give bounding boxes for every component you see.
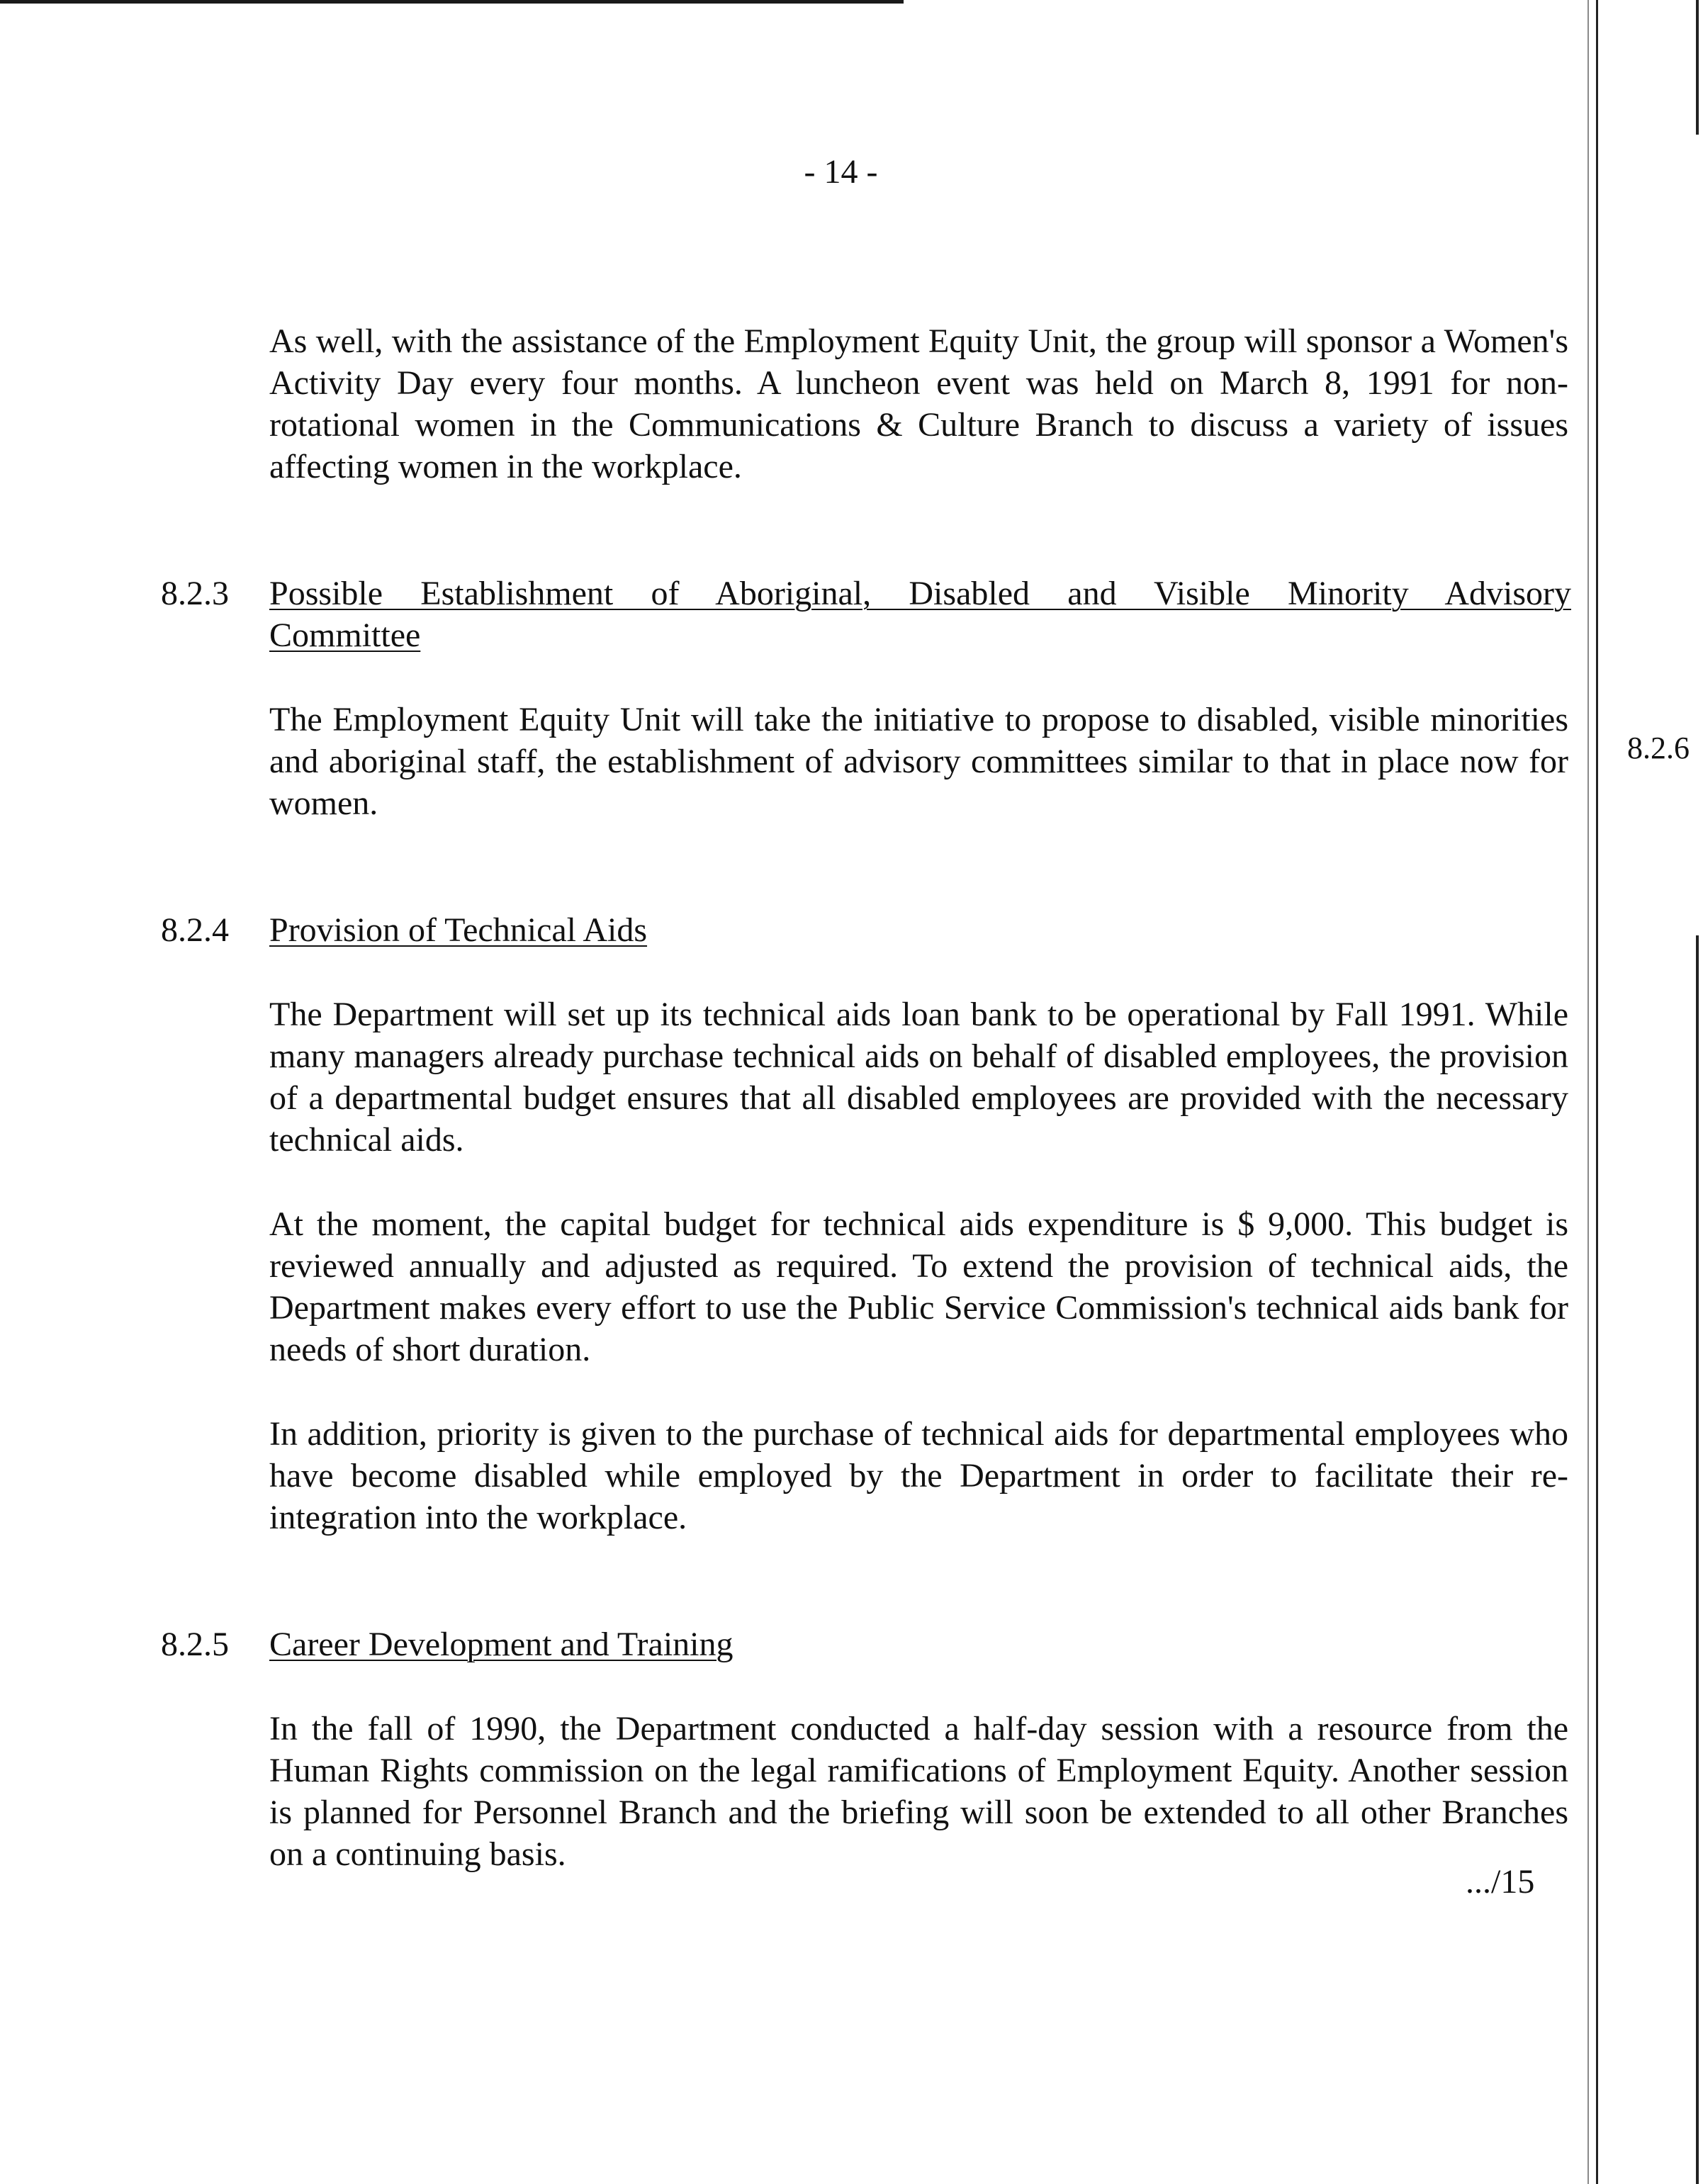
section-title-line2: Committee [269, 617, 421, 654]
page-edge-line [1696, 0, 1699, 135]
section-number: 8.2.3 [161, 575, 229, 612]
section-paragraph: In addition, priority is given to the purchase of technical aids for departmental employees who have become disabled while employed by the Department in order to facilitate their re-integration into the workplace. [269, 1415, 1568, 1536]
section-heading-8-2-3 [161, 573, 1571, 614]
section-paragraph: At the moment, the capital budget for technical aids expenditure is $ 9,000. This budget is reviewed annually and adjusted as required. To extend the provision of technical aids, the Department makes every effort to use the Public Service Commission's technical aids bank for needs of short duration. [269, 1205, 1568, 1368]
section-title-text: Career Development and Training [269, 1626, 734, 1663]
section-title [269, 573, 1571, 614]
intro-paragraph: As well, with the assistance of the Employment Equity Unit, the group will sponsor a Women's Activity Day every four months. A luncheon event was held on March 8, 1991 for non-rotational women in the Communications & Culture Branch to discuss a variety of issues affecting women in the workplace. [269, 322, 1568, 485]
adjacent-page-edge [1585, 0, 1703, 2184]
section-paragraph: The Employment Equity Unit will take the initiative to propose to disabled, visible minorities and aboriginal staff, the establishment of advisory committees similar to that in place now for women. [269, 701, 1568, 822]
section-title [269, 909, 1571, 951]
continuation-marker: .../15 [1466, 1863, 1535, 1901]
adjacent-page-section-ref: 8.2.6 [1627, 731, 1690, 765]
section-number: 8.2.5 [161, 1626, 229, 1663]
page-number: - 14 - [804, 153, 878, 191]
section-title [269, 1623, 1571, 1665]
page-edge-line [1596, 0, 1598, 2184]
section-paragraph: In the fall of 1990, the Department conducted a half-day session with a resource from the Human Rights commission on the legal ramifications of Employment Equity. Another session is planned for Personnel Branch and the briefing will soon be extended to all other Branches on a continuing basis. [269, 1710, 1568, 1873]
page-edge-line [1696, 935, 1699, 2184]
section-title-text: Provision of Technical Aids [269, 911, 648, 949]
section-heading-8-2-3-cont [161, 614, 1571, 656]
page-edge-line [1587, 0, 1589, 2184]
document-body [161, 320, 1571, 1875]
section-title-line1: Possible Establishment of Aboriginal, Disabled and Visible Minority Advisory [269, 575, 1571, 612]
section-paragraph: The Department will set up its technical aids loan bank to be operational by Fall 1991. While many managers already purchase technical aids on behalf of disabled employees, the provision of a departmental budget ensures that all disabled employees are provided with the necessary technical aids. [269, 996, 1568, 1159]
section-heading-8-2-4 [161, 909, 1571, 951]
top-edge-rule [0, 0, 904, 4]
section-heading-8-2-5 [161, 1623, 1571, 1665]
section-number: 8.2.4 [161, 911, 229, 949]
